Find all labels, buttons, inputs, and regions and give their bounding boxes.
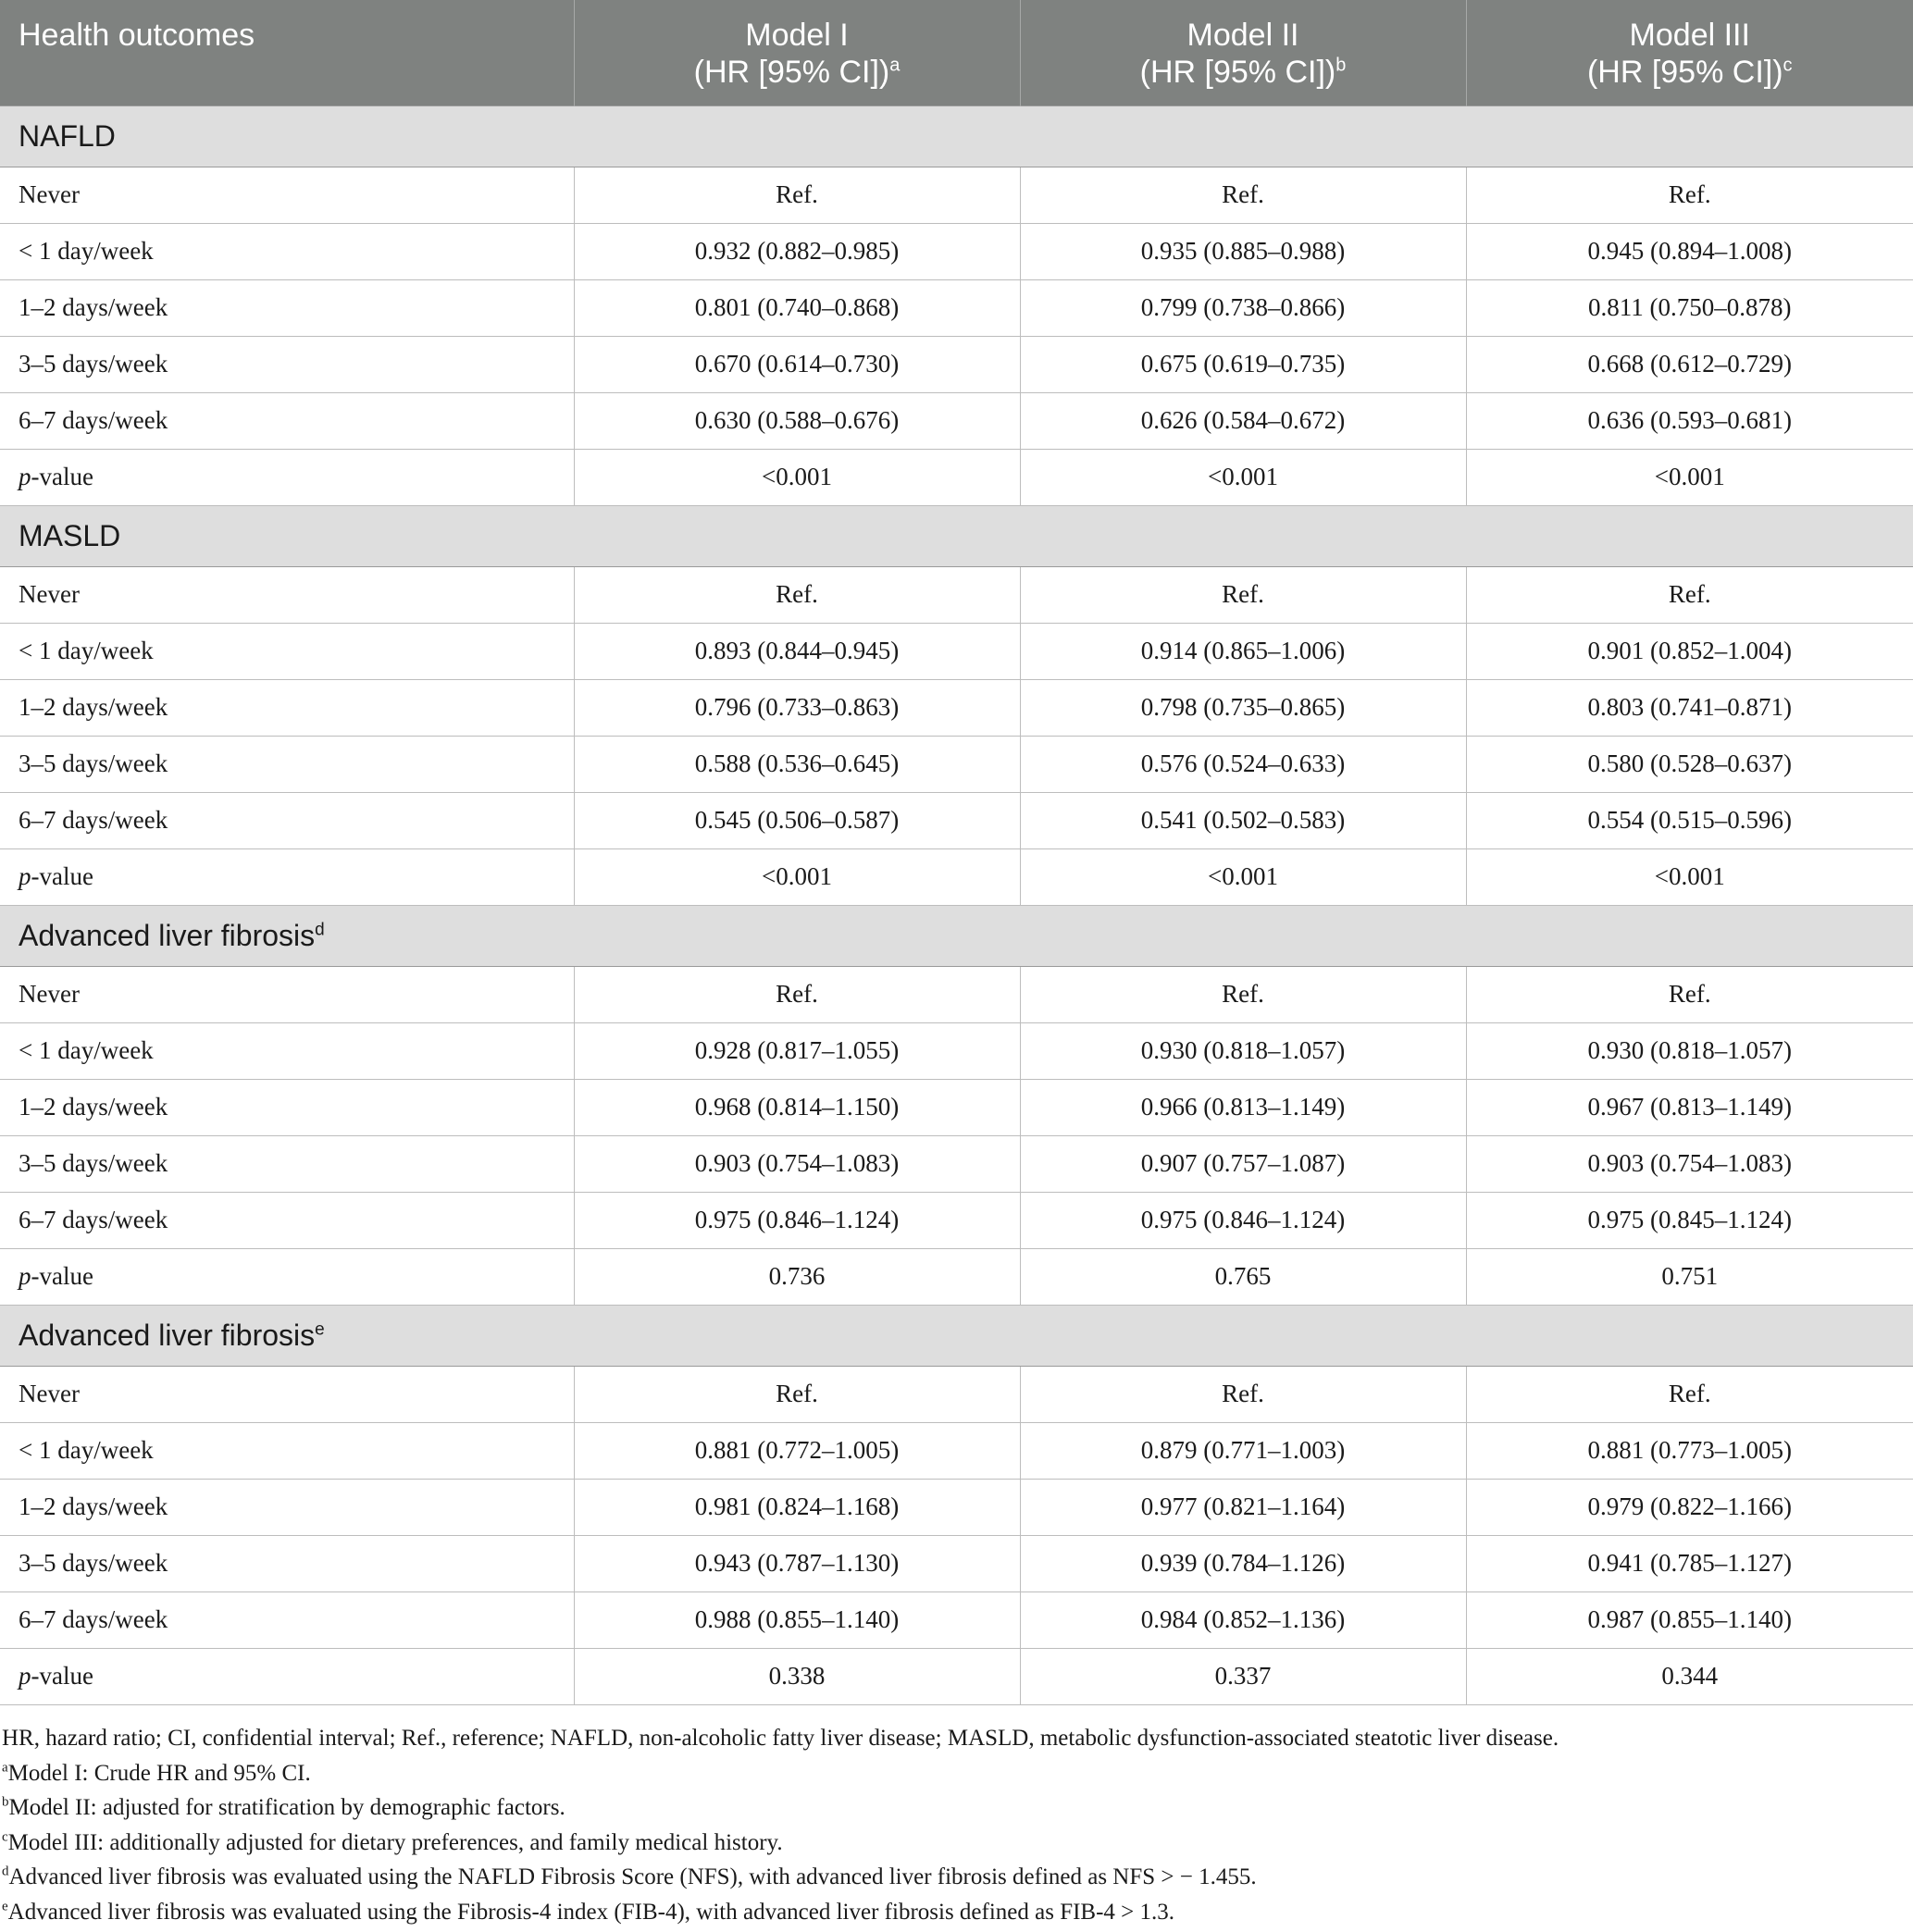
model-name: Model I	[745, 18, 849, 53]
row-label: 3–5 days/week	[0, 736, 574, 792]
table-row	[0, 966, 1913, 1022]
cell-model-3: Ref.	[1466, 566, 1913, 623]
table-row	[0, 679, 1913, 736]
cell-model-3: 0.979 (0.822–1.166)	[1466, 1479, 1913, 1535]
row-label-rest: -value	[31, 1262, 93, 1290]
row-label: Never	[0, 566, 574, 623]
cell-model-2: 0.799 (0.738–0.866)	[1020, 279, 1466, 336]
table-row	[0, 1248, 1913, 1305]
table-row	[0, 1535, 1913, 1591]
row-label: 3–5 days/week	[0, 1535, 574, 1591]
table-row	[0, 223, 1913, 279]
cell-model-3: 0.945 (0.894–1.008)	[1466, 223, 1913, 279]
cell-model-1: 0.928 (0.817–1.055)	[574, 1022, 1020, 1079]
section-header-row	[0, 505, 1913, 566]
row-label-italic: p	[19, 1262, 31, 1290]
table-row	[0, 566, 1913, 623]
table-row	[0, 449, 1913, 505]
cell-model-3: 0.987 (0.855–1.140)	[1466, 1591, 1913, 1648]
cell-model-3: 0.636 (0.593–0.681)	[1466, 392, 1913, 449]
row-label-rest: -value	[31, 1662, 93, 1690]
footnote-text: Model II: adjusted for stratification by demographic factors.	[8, 1795, 565, 1820]
model-name: Model II	[1186, 18, 1299, 53]
cell-model-2: Ref.	[1020, 1366, 1466, 1422]
table-row	[0, 1366, 1913, 1422]
section-title-text: MASLD	[19, 518, 121, 552]
table-row	[0, 1591, 1913, 1648]
cell-model-1: Ref.	[574, 566, 1020, 623]
cell-model-1: <0.001	[574, 848, 1020, 905]
row-label-italic: p	[19, 463, 31, 490]
table-row	[0, 1079, 1913, 1135]
footnote-b	[2, 1790, 1913, 1826]
cell-model-3: 0.580 (0.528–0.637)	[1466, 736, 1913, 792]
row-label	[0, 449, 574, 505]
cell-model-3: 0.554 (0.515–0.596)	[1466, 792, 1913, 848]
table-row	[0, 1135, 1913, 1192]
footnote-text: Model III: additionally adjusted for dietary preferences, and family medical history.	[7, 1829, 783, 1855]
footnote-text: Advanced liver fibrosis was evaluated using the Fibrosis-4 index (FIB-4), with advanced liver fibrosis defined as FIB-4 > 1.3.	[7, 1899, 1175, 1925]
cell-model-2: 0.798 (0.735–0.865)	[1020, 679, 1466, 736]
cell-model-2: 0.879 (0.771–1.003)	[1020, 1422, 1466, 1479]
cell-model-3: 0.930 (0.818–1.057)	[1466, 1022, 1913, 1079]
cell-model-3: 0.903 (0.754–1.083)	[1466, 1135, 1913, 1192]
footnote-marker: d	[2, 1864, 9, 1879]
section-header-row	[0, 1305, 1913, 1366]
section-title	[0, 905, 1913, 966]
table-row	[0, 1192, 1913, 1248]
table-row	[0, 1648, 1913, 1704]
cell-model-2: 0.675 (0.619–0.735)	[1020, 336, 1466, 392]
section-title	[0, 1305, 1913, 1366]
row-label: < 1 day/week	[0, 1022, 574, 1079]
row-label: 6–7 days/week	[0, 1591, 574, 1648]
cell-model-2: 0.977 (0.821–1.164)	[1020, 1479, 1466, 1535]
footnote-marker: e	[315, 1319, 325, 1339]
table-row	[0, 167, 1913, 223]
section-header-row	[0, 905, 1913, 966]
cell-model-2: <0.001	[1020, 848, 1466, 905]
cell-model-1: 0.545 (0.506–0.587)	[574, 792, 1020, 848]
footnote-a	[2, 1756, 1913, 1791]
table-row	[0, 279, 1913, 336]
row-label: Never	[0, 966, 574, 1022]
cell-model-1: Ref.	[574, 966, 1020, 1022]
section-title-text: Advanced liver fibrosis	[19, 1318, 316, 1352]
table-row	[0, 848, 1913, 905]
cell-model-2: 0.935 (0.885–0.988)	[1020, 223, 1466, 279]
footnote-marker: b	[2, 1794, 9, 1810]
footnote-e	[2, 1895, 1913, 1930]
row-label-italic: p	[19, 862, 31, 890]
model-stat: (HR [95% CI])	[693, 55, 890, 90]
row-label: < 1 day/week	[0, 1422, 574, 1479]
row-label: 1–2 days/week	[0, 679, 574, 736]
table-row	[0, 1479, 1913, 1535]
row-label: 6–7 days/week	[0, 392, 574, 449]
row-label: < 1 day/week	[0, 223, 574, 279]
cell-model-1: 0.736	[574, 1248, 1020, 1305]
cell-model-1: 0.981 (0.824–1.168)	[574, 1479, 1020, 1535]
cell-model-3: 0.901 (0.852–1.004)	[1466, 623, 1913, 679]
row-label-italic: p	[19, 1662, 31, 1690]
cell-model-3: 0.344	[1466, 1648, 1913, 1704]
cell-model-3: 0.975 (0.845–1.124)	[1466, 1192, 1913, 1248]
footnote-marker: d	[315, 919, 325, 939]
cell-model-3: 0.811 (0.750–0.878)	[1466, 279, 1913, 336]
cell-model-1: 0.796 (0.733–0.863)	[574, 679, 1020, 736]
cell-model-3: 0.803 (0.741–0.871)	[1466, 679, 1913, 736]
cell-model-1: <0.001	[574, 449, 1020, 505]
cell-model-2: 0.930 (0.818–1.057)	[1020, 1022, 1466, 1079]
footnote-d	[2, 1860, 1913, 1895]
cell-model-1: 0.801 (0.740–0.868)	[574, 279, 1020, 336]
footnote-marker: c	[2, 1829, 8, 1845]
row-label	[0, 848, 574, 905]
row-label: 1–2 days/week	[0, 279, 574, 336]
cell-model-2: <0.001	[1020, 449, 1466, 505]
table-row	[0, 336, 1913, 392]
footnote-marker: e	[2, 1899, 8, 1914]
row-label	[0, 1648, 574, 1704]
cell-model-2: Ref.	[1020, 566, 1466, 623]
footnote-marker: c	[1783, 55, 1793, 76]
row-label: Never	[0, 167, 574, 223]
row-label: < 1 day/week	[0, 623, 574, 679]
header-model-1	[574, 0, 1020, 105]
table-row	[0, 623, 1913, 679]
cell-model-2: 0.337	[1020, 1648, 1466, 1704]
cell-model-2: Ref.	[1020, 966, 1466, 1022]
cell-model-1: 0.881 (0.772–1.005)	[574, 1422, 1020, 1479]
cell-model-3: 0.751	[1466, 1248, 1913, 1305]
cell-model-3: 0.668 (0.612–0.729)	[1466, 336, 1913, 392]
cell-model-3: <0.001	[1466, 449, 1913, 505]
cell-model-3: Ref.	[1466, 167, 1913, 223]
cell-model-3: 0.967 (0.813–1.149)	[1466, 1079, 1913, 1135]
table-row	[0, 1022, 1913, 1079]
cell-model-2: 0.984 (0.852–1.136)	[1020, 1591, 1466, 1648]
section-title	[0, 505, 1913, 566]
cell-model-1: Ref.	[574, 167, 1020, 223]
table-header	[0, 0, 1913, 105]
table-footnotes	[0, 1721, 1913, 1929]
cell-model-2: 0.914 (0.865–1.006)	[1020, 623, 1466, 679]
row-label-rest: -value	[31, 862, 93, 890]
footnote-text: Advanced liver fibrosis was evaluated using the NAFLD Fibrosis Score (NFS), with advanced liver fibrosis defined as NFS > − 1.455.	[8, 1864, 1257, 1889]
footnote-marker: a	[2, 1760, 8, 1776]
table-row	[0, 792, 1913, 848]
cell-model-3: 0.941 (0.785–1.127)	[1466, 1535, 1913, 1591]
cell-model-2: 0.576 (0.524–0.633)	[1020, 736, 1466, 792]
row-label: 6–7 days/week	[0, 1192, 574, 1248]
table-body	[0, 105, 1913, 1704]
cell-model-1: 0.968 (0.814–1.150)	[574, 1079, 1020, 1135]
cell-model-1: 0.988 (0.855–1.140)	[574, 1591, 1020, 1648]
row-label-rest: -value	[31, 463, 93, 490]
cell-model-1: 0.975 (0.846–1.124)	[574, 1192, 1020, 1248]
header-model-2	[1020, 0, 1466, 105]
row-label: 3–5 days/week	[0, 336, 574, 392]
section-title	[0, 105, 1913, 167]
section-title-text: NAFLD	[19, 118, 116, 153]
footnote-c	[2, 1826, 1913, 1861]
model-stat: (HR [95% CI])	[1139, 55, 1336, 90]
cell-model-1: 0.943 (0.787–1.130)	[574, 1535, 1020, 1591]
footnote-marker: b	[1335, 55, 1347, 76]
cell-model-2: 0.966 (0.813–1.149)	[1020, 1079, 1466, 1135]
cell-model-1: 0.670 (0.614–0.730)	[574, 336, 1020, 392]
cell-model-2: Ref.	[1020, 167, 1466, 223]
section-header-row	[0, 105, 1913, 167]
cell-model-3: <0.001	[1466, 848, 1913, 905]
cell-model-1: 0.903 (0.754–1.083)	[574, 1135, 1020, 1192]
cell-model-2: 0.765	[1020, 1248, 1466, 1305]
table-row	[0, 1422, 1913, 1479]
row-label: 1–2 days/week	[0, 1479, 574, 1535]
row-label	[0, 1248, 574, 1305]
table-row	[0, 736, 1913, 792]
header-model-3	[1466, 0, 1913, 105]
cell-model-1: 0.932 (0.882–0.985)	[574, 223, 1020, 279]
cell-model-3: 0.881 (0.773–1.005)	[1466, 1422, 1913, 1479]
table-row	[0, 392, 1913, 449]
footnote-text: Model I: Crude HR and 95% CI.	[7, 1760, 311, 1786]
header-health-outcomes: Health outcomes	[0, 0, 574, 105]
section-title-text: Advanced liver fibrosis	[19, 918, 316, 952]
cell-model-3: Ref.	[1466, 966, 1913, 1022]
cell-model-1: 0.588 (0.536–0.645)	[574, 736, 1020, 792]
cell-model-1: 0.893 (0.844–0.945)	[574, 623, 1020, 679]
cell-model-2: 0.939 (0.784–1.126)	[1020, 1535, 1466, 1591]
model-stat: (HR [95% CI])	[1586, 55, 1783, 90]
cell-model-2: 0.626 (0.584–0.672)	[1020, 392, 1466, 449]
cell-model-2: 0.907 (0.757–1.087)	[1020, 1135, 1466, 1192]
footnote-marker: a	[889, 55, 901, 76]
cell-model-1: 0.630 (0.588–0.676)	[574, 392, 1020, 449]
row-label: 3–5 days/week	[0, 1135, 574, 1192]
cell-model-3: Ref.	[1466, 1366, 1913, 1422]
row-label: Never	[0, 1366, 574, 1422]
cell-model-2: 0.541 (0.502–0.583)	[1020, 792, 1466, 848]
cell-model-1: Ref.	[574, 1366, 1020, 1422]
cell-model-1: 0.338	[574, 1648, 1020, 1704]
model-name: Model III	[1629, 18, 1750, 53]
abbreviations-note: HR, hazard ratio; CI, confidential interval; Ref., reference; NAFLD, non-alcoholic fatty liver disease; MASLD, metabolic dysfunction-associated steatotic liver disease.	[2, 1726, 1559, 1751]
cell-model-2: 0.975 (0.846–1.124)	[1020, 1192, 1466, 1248]
row-label: 1–2 days/week	[0, 1079, 574, 1135]
row-label: 6–7 days/week	[0, 792, 574, 848]
